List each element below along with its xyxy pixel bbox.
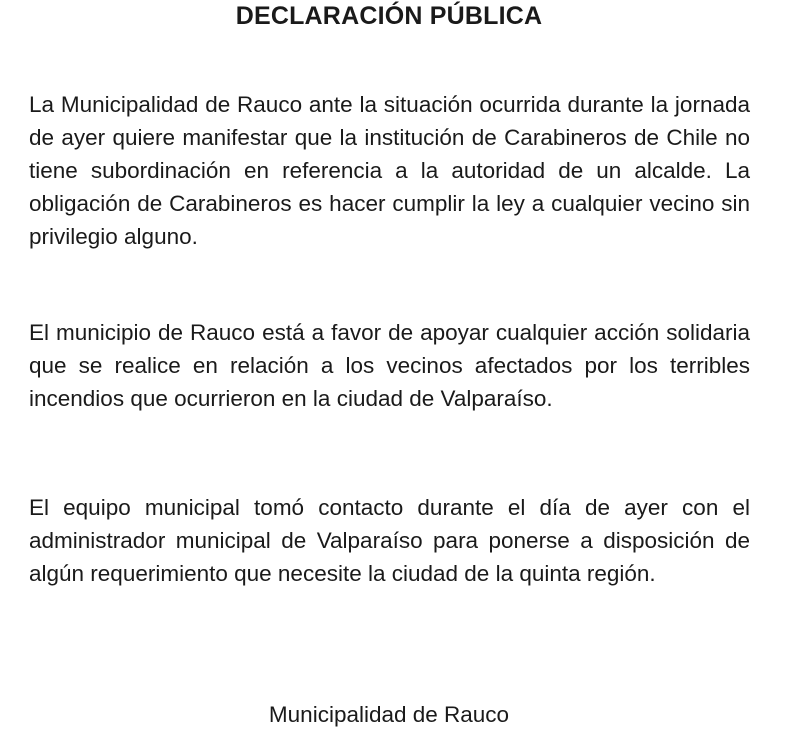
- document-title: DECLARACIÓN PÚBLICA: [235, 2, 543, 30]
- paragraph-carabineros: La Municipalidad de Rauco ante la situación ocurrida durante la jornada de ayer quiere manifestar que la institución de Carabineros de Chile no tiene subordinación en referencia a la autoridad de un alcalde. La obligación de Carabineros es hacer cumplir la ley a cualquier vecino sin privilegio alguno.: [29, 92, 750, 249]
- paragraph-contact: El equipo municipal tomó contacto durante el día de ayer con el administrador municipal de Valparaíso para ponerse a disposición de algún requerimiento que necesite la ciudad de la quinta región.: [29, 495, 750, 586]
- signature: Municipalidad de Rauco: [268, 702, 510, 727]
- paragraph-solidarity: El municipio de Rauco está a favor de apoyar cualquier acción solidaria que se realice en relación a los vecinos afectados por los terribles incendios que ocurrieron en la ciudad de Valparaíso.: [29, 320, 750, 411]
